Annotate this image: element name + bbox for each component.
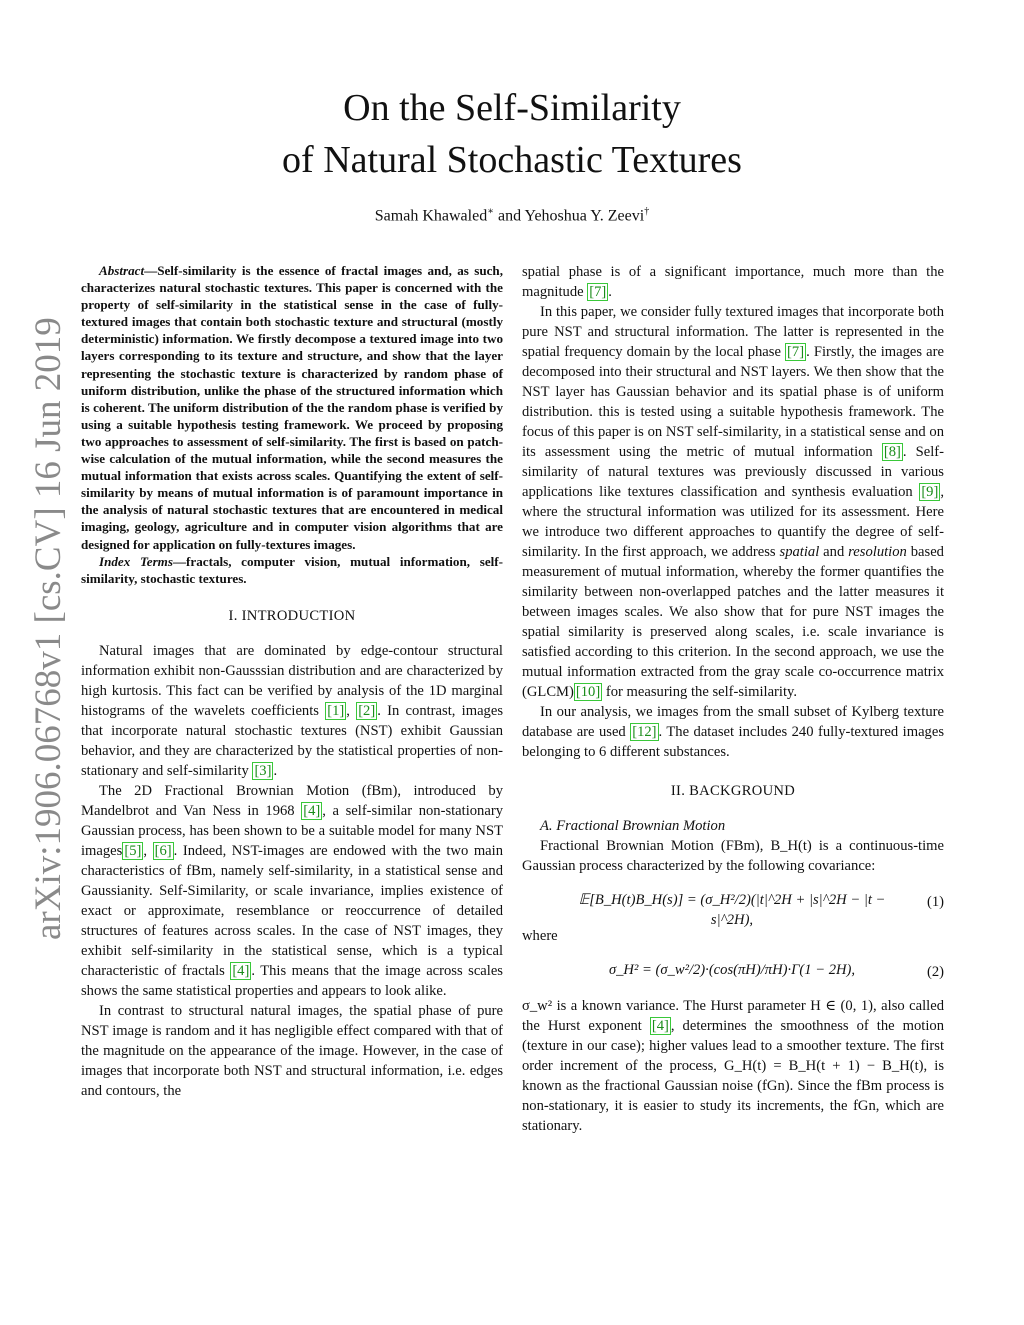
index-terms-text: —fractals, computer vision, mutual information, self-similarity, stochastic textures. [81, 553, 503, 586]
text-run: . This means that the image across scales shows the same statistical properties and appears to look alike. [81, 962, 503, 999]
text-run: . [608, 284, 612, 300]
index-terms-label: Index Terms [99, 553, 173, 569]
right-paragraph-2 [522, 702, 944, 762]
index-terms [81, 553, 503, 587]
paper-title [100, 82, 924, 186]
equation-2-body: σ_H² = (σ_w²/2)·(cos(πH)/πH)·Γ(1 − 2H), [608, 962, 856, 978]
author-2: Yehoshua Y. Zeevi [524, 207, 645, 225]
equation-1-body: 𝔼[B_H(t)B_H(s)] = (σ_H²/2)(|t|^2H + |s|^2H − |t − s|^2H), [578, 892, 886, 928]
text-run: , [346, 702, 357, 719]
text-run: . Firstly, the images are decomposed into their structural and NST layers. We then show that the NST layer has Gaussian behavior and its spatial phase is of uniform distribution. this is tested using a suitable hypothesis framework. The focus of this paper is on NST self-similarity, in a statistical sense and on its assessment using the metric of mutual information [522, 344, 944, 460]
text-run: for measuring the self-similarity. [602, 684, 798, 700]
citation-link[interactable]: [7] [787, 344, 805, 360]
equation-1-number: (1) [926, 894, 944, 910]
right-paragraph-3: Fractional Brownian Motion (FBm), B_H(t) is a continuous-time Gaussian process characterized by the following covariance: [522, 838, 944, 874]
abstract-text: —Self-similarity is the essence of fractal images and, as such, characterizes natural stochastic textures. This paper is concerned with the property of self-similarity in the statistical sense in the case of fully-textured images that contain both stochastic texture and structural (mostly deterministic) information. We firstly decompose a textured image into two layers corresponding to its texture and structure, and show that the layer representing the stochastic texture is characterized by random phase of uniform distribution, unlike the phase of the structured information which is coherent. The uniform distribution of the the random phase is verified by using a suitable hypothesis testing framework. We proceed by proposing two approaches to assessment of self-similarity. The first is based on patch-wise calculation of the mutual information, while the second measures the mutual information that exists across scales. Quantifying the extent of self-similarity by means of mutual information is of paramount importance in the analysis of natural stochastic textures that are encountered in medical imaging, geology, agriculture and in computer vision algorithms that are designed for application on fully-textures images. [81, 263, 503, 552]
right-paragraph-0 [522, 262, 944, 302]
emphasis-spatial: spatial [779, 544, 820, 560]
text-run: , where the structural information was utilized for its assessment. Here we introduce two different approaches to quantify the degree of self-similarity. In the first approach, we address [522, 484, 944, 560]
subsection-heading: A. Fractional Brownian Motion [540, 818, 726, 834]
title-line-1: On the Self-Similarity [343, 87, 681, 129]
arxiv-identifier: arXiv:1906.06768v1 [cs.CV] 16 Jun 2019 [28, 317, 69, 940]
author-2-mark: † [644, 206, 650, 217]
intro-paragraph-1 [81, 641, 503, 781]
author-line [100, 200, 924, 228]
equation-1 [522, 886, 944, 928]
text-run: The 2D Fractional Brownian Motion (fBm), introduced by Mandelbrot and Van Ness in 1968 [81, 782, 503, 819]
citation-link[interactable]: [12] [632, 724, 657, 740]
citation-link[interactable]: [4] [651, 1018, 669, 1034]
citation-link[interactable]: [6] [154, 842, 172, 859]
citation-link[interactable]: [4] [303, 802, 321, 819]
right-paragraph-1 [522, 302, 944, 702]
equation-2 [522, 956, 944, 990]
text-run: Natural images that are dominated by edge-contour structural information exhibit non-Gausssian distribution and are characterized by high kurtosis. This fact can be verified by analysis of the 1D marginal histograms of the wavelets coefficients [81, 642, 503, 719]
citation-link[interactable]: [1] [327, 702, 345, 719]
text-run: In this paper, we consider fully textured images that incorporate both pure NST and structural information. The latter is represented in the spatial frequency domain by the local phase [522, 304, 944, 360]
text-run: , determines the smoothness of the motion (texture in our case); higher values lead to a smoother texture. The first order increment of the process, G_H(t) = B_H(t + 1) − B_H(t), is known as the fractional Gaussian noise (fGn). Since the fBm process is non-stationary, it is easier to study its increments, the fGn, which are stationary. [522, 1018, 944, 1134]
left-column [81, 262, 503, 1101]
text-run: and [819, 544, 849, 560]
abstract [81, 262, 503, 553]
citation-link[interactable]: [10] [575, 684, 601, 700]
emphasis-resolution: resolution [848, 544, 907, 560]
author-1: Samah Khawaled [374, 207, 488, 225]
author-1-mark: ∗ [487, 206, 494, 217]
citation-link[interactable]: [7] [589, 284, 607, 300]
text-run: based measurement of mutual information, whereby the former quantifies the similarity between non-overlapped patches and the latter measures it between images scales. We also show that for pure NST images the spatial similarity is preserved along scales, i.e. scale invariance is satisfied according to this criterion. In the second approach, we use the mutual information extracted from the gray scale co-occurrence matrix (GLCM) [522, 544, 944, 700]
author-conjunction: and [493, 207, 525, 225]
intro-paragraph-2 [81, 781, 503, 1001]
text-run: , [143, 842, 153, 859]
equation-2-number: (2) [926, 964, 944, 980]
citation-link[interactable]: [3] [254, 762, 272, 779]
text-run: . [273, 762, 278, 779]
right-paragraph-4 [522, 996, 944, 1136]
section-heading-introduction: I. INTRODUCTION [228, 607, 356, 624]
intro-paragraph-3: In contrast to structural natural images, the spatial phase of pure NST image is random and it has negligible effect compared with that of the magnitude on the appearance of the image. However, in the case of images that incorporate both NST and structural information, i.e. edges and contours, the [81, 1002, 503, 1099]
citation-link[interactable]: [4] [232, 962, 250, 979]
abstract-label: Abstract [99, 263, 145, 278]
text-run: , a self-similar non-stationary Gaussian process, has been shown to be a suitable model for many NST images [81, 802, 503, 859]
right-column [522, 262, 944, 1136]
citation-link[interactable]: [8] [883, 444, 901, 460]
text-run: . Self-similarity of natural textures was previously discussed in various applications like textures classification and synthesis evaluation [522, 444, 944, 500]
text-run: . The dataset includes 240 fully-textured images belonging to 6 different substances. [522, 724, 944, 760]
citation-link[interactable]: [9] [921, 484, 939, 500]
text-run: . Indeed, NST-images are endowed with the two main characteristics of fBm, namely self-similarity, in a statistical sense and Gaussianity. Self-Similarity, or scale invariance, implies existence of exact or approximate, resemblance or reoccurrence of detailed structures of features across scales. In the case of NST images, they exhibit self-similarity in the statistical sense, which is a typical characteristic of fractals [81, 842, 504, 979]
section-heading-background: II. BACKGROUND [670, 783, 796, 799]
text-run: σ_w² is a known variance. The Hurst parameter H ∈ (0, 1), also called the Hurst exponent [522, 998, 944, 1034]
where-label: where [522, 928, 558, 944]
title-line-2: of Natural Stochastic Textures [282, 139, 742, 181]
text-run: . In contrast, images that incorporate natural stochastic textures (NST) exhibit Gaussian behavior, and they are characterized by the statistical properties of non-stationary and self-similarity [81, 702, 504, 779]
text-run: spatial phase is of a significant importance, much more than the magnitude [522, 264, 944, 300]
citation-link[interactable]: [5] [124, 842, 142, 859]
citation-link[interactable]: [2] [358, 702, 376, 719]
text-run: In our analysis, we images from the small subset of Kylberg texture database are used [522, 704, 944, 740]
